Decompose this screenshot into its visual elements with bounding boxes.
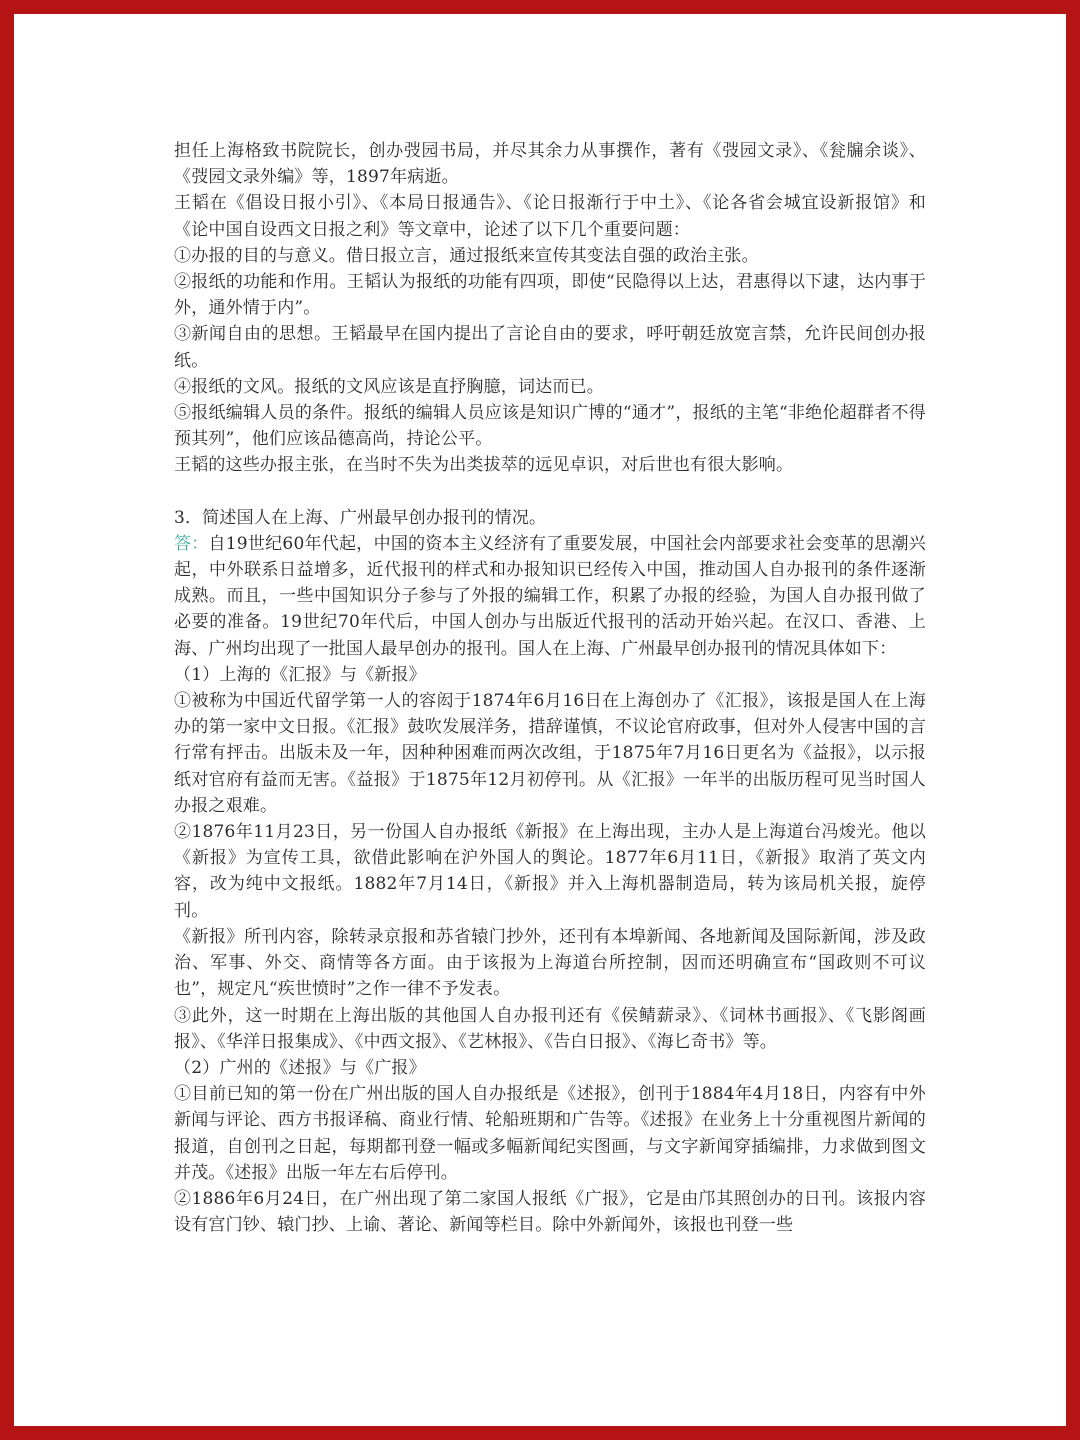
paragraph: ③新闻自由的思想。王韬最早在国内提出了言论自由的要求，呼吁朝廷放宽言禁，允许民间创办报纸。 [174, 324, 926, 371]
paragraph: 王韬在《倡设日报小引》、《本局日报通告》、《论日报渐行于中土》、《论各省会城宜设新报馆》和《论中国自设西文日报之利》等文章中，论述了以下几个重要问题： [174, 193, 926, 240]
paragraph: ②1886年6月24日，在广州出现了第二家国人报纸《广报》，它是由邝其照创办的日刊。该报内容设有宫门钞、辕门抄、上谕、著论、新闻等栏目。除中外新闻外，该报也刊登一些 [174, 1188, 926, 1236]
paragraph: ④报纸的文风。报纸的文风应该是直抒胸臆，词达而已。 [174, 376, 604, 397]
subheading: （2）广州的《述报》与《广报》 [174, 1057, 426, 1078]
answer-text: 自19世纪60年代起，中国的资本主义经济有了重要发展，中国社会内部要求社会变革的思潮兴起，中外联系日益增多，近代报刊的样式和办报知识已经传入中国，推动国人自办报刊的条件逐渐成熟。而且，一些中国知识分子参与了外报的编辑工作，积累了办报的经验，为国人自办报刊做了必要的准备。19世纪70年代后，中国人创办与出版近代报刊的活动开始兴起。在汉口、香港、上海、广州均出现了一批国人最早创办的报刊。国人在上海、广州最早创办报刊的情况具体如下： [174, 533, 926, 659]
document-content [174, 138, 926, 1238]
paragraph: ⑤报纸编辑人员的条件。报纸的编辑人员应该是知识广博的“通才”，报纸的主笔“非绝伦超群者不得预其列”，他们应该品德高尚，持论公平。 [174, 403, 926, 450]
paragraph: ①目前已知的第一份在广州出版的国人自办报纸是《述报》，创刊于1884年4月18日，内容有中外新闻与评论、西方书报译稿、商业行情、轮船班期和广告等。《述报》在业务上十分重视图片新闻的报道，自创刊之日起，每期都刊登一幅或多幅新闻纪实图画，与文字新闻穿插编排，力求做到图文并茂。《述报》出版一年左右后停刊。 [174, 1084, 926, 1183]
section-spacer [174, 479, 926, 505]
paragraph: ①被称为中国近代留学第一人的容闳于1874年6月16日在上海创办了《汇报》，该报是国人在上海办的第一家中文日报。《汇报》鼓吹发展洋务，措辞谨慎，不议论官府政事，但对外人侵害中国的言行常有抨击。出版未及一年，因种种困难而两次改组，于1875年7月16日更名为《益报》，以示报纸对官府有益而无害。《益报》于1875年12月初停刊。从《汇报》一年半的出版历程可见当时国人办报之艰难。 [174, 691, 926, 816]
answer-label: 答： [174, 533, 209, 554]
answer-paragraph [174, 531, 926, 662]
paragraph: 担任上海格致书院院长，创办弢园书局，并尽其余力从事撰作，著有《弢园文录》、《瓮牖余谈》、《弢园文录外编》等，1897年病逝。 [174, 141, 926, 188]
paragraph: 《新报》所刊内容，除转录京报和苏省辕门抄外，还刊有本埠新闻、各地新闻及国际新闻，涉及政治、军事、外交、商情等各方面。由于该报为上海道台所控制，因而还明确宣布“国政则不可议也”，规定凡“疾世愤时”之作一律不予发表。 [174, 926, 926, 1000]
paragraph: 王韬的这些办报主张，在当时不失为出类拔萃的远见卓识，对后世也有很大影响。 [174, 455, 794, 476]
paragraph: ②1876年11月23日，另一份国人自办报纸《新报》在上海出现，主办人是上海道台冯焌光。他以《新报》为宣传工具，欲借此影响在沪外国人的舆论。1877年6月11日，《新报》取消了英文内容，改为纯中文报纸。1882年7月14日，《新报》并入上海机器制造局，转为该局机关报，旋停刊。 [174, 822, 926, 921]
document-page [14, 14, 1066, 1426]
paragraph: ③此外，这一时期在上海出版的其他国人自办报刊还有《侯鲭薪录》、《词林书画报》、《飞影阁画报》、《华洋日报集成》、《中西文报》、《艺林报》、《告白日报》、《海匕奇书》等。 [174, 1005, 926, 1052]
paragraph: ①办报的目的与意义。借日报立言，通过报纸来宣传其变法自强的政治主张。 [174, 245, 759, 266]
subheading: （1）上海的《汇报》与《新报》 [174, 664, 426, 685]
paragraph: ②报纸的功能和作用。王韬认为报纸的功能有四项，即使“民隐得以上达，君惠得以下逮，达内事于外，通外情于内”。 [174, 272, 926, 319]
question-heading: 3．简述国人在上海、广州最早创办报刊的情况。 [174, 507, 547, 528]
